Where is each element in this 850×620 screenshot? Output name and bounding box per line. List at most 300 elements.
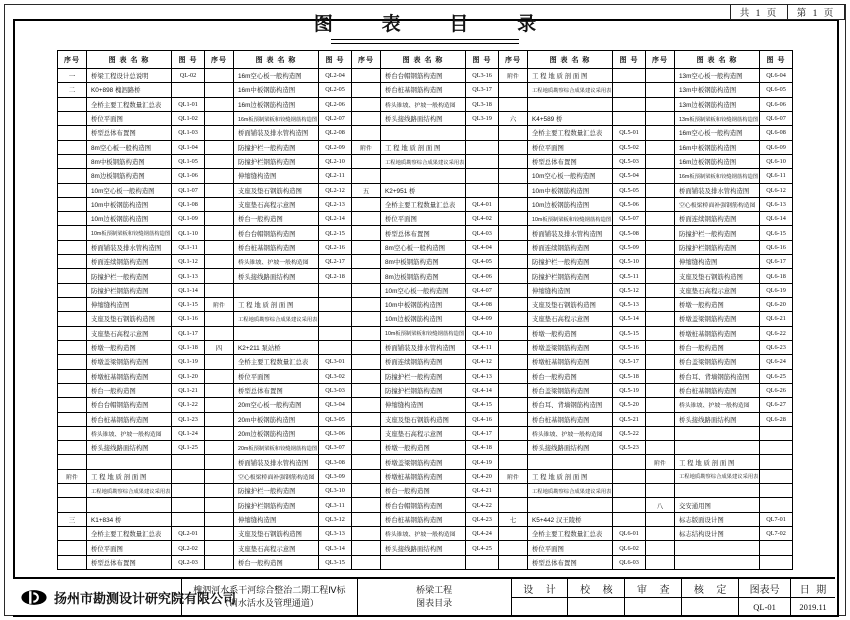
field-design-value (512, 598, 568, 615)
seq-cell (499, 484, 528, 498)
table-row (646, 427, 793, 441)
table-row (499, 212, 646, 226)
table-row (352, 355, 499, 369)
drawing-name (87, 455, 172, 469)
drawing-name: 桥头锥坡、护坡一般构造图 (675, 398, 760, 412)
drawing-no: QL1-18 (172, 341, 205, 355)
seq-cell (205, 413, 234, 427)
seq-cell (499, 155, 528, 169)
table-row (58, 284, 205, 298)
drawing-no: QL3-10 (319, 484, 352, 498)
no-header: 图 号 (760, 51, 793, 69)
table-row (205, 455, 352, 469)
table-row (58, 298, 205, 312)
drawing-name: 10m中板钢筋构造图 (87, 198, 172, 212)
field-check-label: 校 核 (568, 579, 624, 598)
table-row (352, 241, 499, 255)
seq-cell (352, 269, 381, 283)
table-row (499, 98, 646, 112)
drawing-no: QL6-06 (760, 98, 793, 112)
drawing-no: QL4-04 (466, 241, 499, 255)
name-header: 图 表 名 称 (381, 51, 466, 69)
drawing-no: QL1-11 (172, 241, 205, 255)
table-row (646, 155, 793, 169)
drawing-no: QL4-13 (466, 370, 499, 384)
seq-cell (646, 413, 675, 427)
drawing-no: QL2-10 (319, 155, 352, 169)
seq-cell: 七 (499, 513, 528, 527)
drawing-name (675, 556, 760, 570)
table-row (58, 112, 205, 126)
seq-cell: 六 (499, 112, 528, 126)
drawing-no: QL6-24 (760, 355, 793, 369)
table-row (646, 355, 793, 369)
seq-cell (646, 384, 675, 398)
chart-no-cell (739, 579, 791, 615)
table-row (205, 241, 352, 255)
seq-cell (205, 169, 234, 183)
drawing-no: QL3-19 (466, 112, 499, 126)
seq-cell (58, 427, 87, 441)
drawing-no: QL1-23 (172, 413, 205, 427)
table-row (352, 312, 499, 326)
table-row (58, 370, 205, 384)
drawing-name: 桥型总体布置图 (528, 155, 613, 169)
seq-cell (58, 112, 87, 126)
seq-cell (499, 398, 528, 412)
seq-cell (499, 284, 528, 298)
drawing-name: 伸缩缝构造图 (87, 298, 172, 312)
table-row (205, 255, 352, 269)
table-row (499, 269, 646, 283)
table-row (58, 384, 205, 398)
table-row (352, 370, 499, 384)
drawing-name: 伸缩缝构造图 (234, 513, 319, 527)
seq-cell (352, 484, 381, 498)
drawing-no: QL5-08 (613, 226, 646, 240)
drawing-no: QL6-17 (760, 255, 793, 269)
drawing-no: QL6-19 (760, 284, 793, 298)
seq-cell (352, 198, 381, 212)
drawing-name: 桥台耳、背墙钢筋构造图 (528, 398, 613, 412)
seq-cell (646, 541, 675, 555)
drawing-no: QL1-12 (172, 255, 205, 269)
drawing-no: QL2-16 (319, 241, 352, 255)
drawing-name: 支座垫石高程示意图 (528, 312, 613, 326)
drawing-name: 10m板预制梁板和铰缝钢筋构造图 (381, 327, 466, 341)
seq-cell (352, 513, 381, 527)
table-row (58, 312, 205, 326)
seq-cell (58, 212, 87, 226)
seq-cell (646, 169, 675, 183)
seq-cell (58, 184, 87, 198)
drawing-name: 桥台一般构造图 (234, 556, 319, 570)
drawing-name: 标志结构设计图 (675, 527, 760, 541)
table-row (58, 198, 205, 212)
table-row (646, 455, 793, 469)
drawing-name: 桥面铺装及排水管构造图 (381, 341, 466, 355)
drawing-no: QL5-01 (613, 126, 646, 140)
seq-cell (352, 169, 381, 183)
drawing-name: 支座垫石高程示意图 (675, 284, 760, 298)
seq-cell (646, 141, 675, 155)
drawing-name: 桥墩一般构造图 (675, 298, 760, 312)
drawing-name: 全桥主要工程数量汇总表 (87, 98, 172, 112)
table-row (205, 98, 352, 112)
drawing-name: 桥台台帽钢筋构造图 (87, 398, 172, 412)
table-row (205, 470, 352, 484)
table-row (646, 298, 793, 312)
table-row (58, 69, 205, 83)
drawing-no: QL6-16 (760, 241, 793, 255)
drawing-name: 桥面连续钢筋构造图 (528, 241, 613, 255)
drawing-name: 防撞护栏钢筋构造图 (381, 384, 466, 398)
drawing-name: 桥台盖梁钢筋构造图 (528, 384, 613, 398)
drawing-name: 桥头接线路面结构图 (381, 112, 466, 126)
sheet-title (0, 9, 850, 44)
drawing-name: 全桥主要工程数量汇总表 (528, 126, 613, 140)
table-row (352, 284, 499, 298)
drawing-no: QL3-05 (319, 413, 352, 427)
table-row (646, 327, 793, 341)
table-row (646, 384, 793, 398)
drawing-name: 桥台桩基钢筋构造图 (528, 413, 613, 427)
drawing-no: QL2-14 (319, 212, 352, 226)
drawing-no: QL5-16 (613, 341, 646, 355)
drawing-name: 10m中板钢筋构造图 (381, 298, 466, 312)
drawing-name: 10m中板钢筋构造图 (528, 184, 613, 198)
seq-cell (58, 327, 87, 341)
drawing-name: 伸缩缝构造图 (381, 398, 466, 412)
drawing-no: QL5-07 (613, 212, 646, 226)
table-row (205, 284, 352, 298)
table-row (352, 184, 499, 198)
drawing-name: 桥位平面图 (528, 141, 613, 155)
seq-cell (646, 355, 675, 369)
column-group-2 (205, 51, 352, 570)
seq-cell (58, 155, 87, 169)
drawing-no: QL6-09 (760, 141, 793, 155)
drawing-no: QL1-17 (172, 327, 205, 341)
seq-cell (205, 255, 234, 269)
table-row (646, 398, 793, 412)
drawing-no: QL6-14 (760, 212, 793, 226)
table-row (646, 141, 793, 155)
seq-cell (352, 384, 381, 398)
drawing-no: QL2-05 (319, 83, 352, 97)
seq-header: 序号 (205, 51, 234, 69)
table-row (646, 126, 793, 140)
drawing-no: QL2-06 (319, 98, 352, 112)
drawing-name: 工程地质勘察综合成果建议采用表 (87, 484, 172, 498)
seq-cell: 四 (205, 341, 234, 355)
drawing-no (760, 498, 793, 512)
column-group-1 (58, 51, 205, 570)
drawing-name (381, 556, 466, 570)
table-row (646, 112, 793, 126)
table-row (58, 226, 205, 240)
seq-cell (58, 413, 87, 427)
seq-cell (499, 312, 528, 326)
drawing-no: QL5-12 (613, 284, 646, 298)
drawing-name: 桥台耳、背墙钢筋构造图 (675, 370, 760, 384)
seq-cell (499, 327, 528, 341)
seq-cell (58, 98, 87, 112)
drawing-name: 工程地质勘察综合成果建议采用表 (381, 155, 466, 169)
table-row (646, 212, 793, 226)
drawing-no: QL4-22 (466, 498, 499, 512)
drawing-no: QL6-07 (760, 112, 793, 126)
drawing-name: 桥面连续钢筋构造图 (381, 355, 466, 369)
drawing-name: 8m中板钢筋构造图 (381, 255, 466, 269)
drawing-name: 工程地质勘察综合成果建议采用表 (528, 83, 613, 97)
table-row (352, 69, 499, 83)
table-row (499, 83, 646, 97)
drawing-name: 伸缩缝构造图 (675, 255, 760, 269)
table-row (352, 541, 499, 555)
seq-cell (646, 255, 675, 269)
table-row (58, 184, 205, 198)
drawing-no (172, 470, 205, 484)
drawing-name: 防撞护栏钢筋构造图 (675, 241, 760, 255)
seq-cell (352, 298, 381, 312)
drawing-no: QL1-22 (172, 398, 205, 412)
drawing-name: 16m板预制梁板和铰缝钢筋构造图 (675, 169, 760, 183)
seq-cell (499, 83, 528, 97)
drawing-name: 工 程 地 质 剖 面 图 (234, 298, 319, 312)
table-row (205, 513, 352, 527)
table-row (205, 441, 352, 455)
seq-cell (58, 398, 87, 412)
seq-cell (205, 513, 234, 527)
drawing-name: 桥墩桩基钢筋构造图 (675, 327, 760, 341)
drawing-no: QL5-15 (613, 327, 646, 341)
seq-cell (352, 112, 381, 126)
drawing-name: 桥型总体布置图 (87, 556, 172, 570)
seq-cell (646, 126, 675, 140)
drawing-name: 20m中板钢筋构造图 (234, 413, 319, 427)
table-row (499, 427, 646, 441)
seq-cell (205, 541, 234, 555)
table-row (205, 498, 352, 512)
drawing-no: QL3-14 (319, 541, 352, 555)
seq-cell (499, 556, 528, 570)
drawing-name: 10m边板钢筋构造图 (87, 212, 172, 226)
field-review (625, 579, 682, 615)
drawing-name: 10m板预制梁板和铰缝钢筋构造图 (87, 226, 172, 240)
drawing-name: 防撞护栏一般构造图 (87, 269, 172, 283)
drawing-no: QL5-04 (613, 169, 646, 183)
drawing-no: QL-02 (172, 69, 205, 83)
drawing-no: QL3-01 (319, 355, 352, 369)
project-line1: 槐泗河水系干河综合整治二期工程Ⅳ标 (193, 584, 346, 595)
drawing-name: 桥位平面图 (528, 541, 613, 555)
seq-cell (205, 470, 234, 484)
seq-cell (205, 198, 234, 212)
seq-cell (352, 341, 381, 355)
drawing-no (466, 141, 499, 155)
drawing-no (613, 112, 646, 126)
drawing-no (466, 169, 499, 183)
drawing-name: 桥头接线路面结构图 (87, 441, 172, 455)
drawing-name: 桥头接线路面结构图 (381, 541, 466, 555)
seq-cell (205, 241, 234, 255)
column-group-4 (499, 51, 646, 570)
seq-cell (352, 241, 381, 255)
drawing-name: 防撞护栏钢筋构造图 (87, 284, 172, 298)
drawing-name: 16m空心板一般构造图 (675, 126, 760, 140)
drawing-name (234, 284, 319, 298)
drawing-no: QL6-27 (760, 398, 793, 412)
table-row (58, 498, 205, 512)
drawing-name: K2+211 泵站桥 (234, 341, 319, 355)
drawing-no: QL5-10 (613, 255, 646, 269)
drawing-no: QL3-06 (319, 427, 352, 441)
seq-cell (499, 169, 528, 183)
seq-cell (499, 226, 528, 240)
table-row (646, 83, 793, 97)
drawing-name: 防撞护栏一般构造图 (234, 484, 319, 498)
drawing-name: 支座及垫石钢筋构造图 (234, 527, 319, 541)
drawing-name: 桥墩一般构造图 (528, 327, 613, 341)
drawing-name: 16m边板钢筋构造图 (675, 155, 760, 169)
table-row (352, 298, 499, 312)
chart-no-label: 图表号 (739, 579, 790, 598)
table-row (499, 312, 646, 326)
seq-cell (205, 284, 234, 298)
drawing-no (172, 484, 205, 498)
table-row (205, 226, 352, 240)
drawing-no (613, 498, 646, 512)
drawing-name: 10m边板钢筋构造图 (528, 198, 613, 212)
page-meta (730, 4, 845, 20)
table-row (58, 155, 205, 169)
drawing-name: 16m空心板一般构造图 (234, 69, 319, 83)
drawing-name: 防撞护栏钢筋构造图 (528, 269, 613, 283)
table-row (205, 556, 352, 570)
table-row (352, 155, 499, 169)
table-row (205, 370, 352, 384)
table-row (352, 470, 499, 484)
drawing-name: 16m中板钢筋构造图 (234, 83, 319, 97)
drawing-name: 20m空心板一般构造图 (234, 398, 319, 412)
table-row (205, 484, 352, 498)
seq-cell (499, 527, 528, 541)
seq-cell (499, 269, 528, 283)
seq-cell (646, 298, 675, 312)
drawing-name (675, 427, 760, 441)
drawing-name: 支座及垫石钢筋构造图 (381, 413, 466, 427)
field-design (512, 579, 569, 615)
drawing-name: K4+589 桥 (528, 112, 613, 126)
drawing-no: QL1-05 (172, 155, 205, 169)
drawing-no: QL3-02 (319, 370, 352, 384)
table-row (205, 155, 352, 169)
seq-cell (499, 384, 528, 398)
table-row (646, 255, 793, 269)
drawing-no (319, 298, 352, 312)
drawing-no: QL2-03 (172, 556, 205, 570)
table-row (646, 413, 793, 427)
drawing-name: 支座及垫石钢筋构造图 (234, 184, 319, 198)
table-row (499, 69, 646, 83)
seq-cell (58, 198, 87, 212)
drawing-no: QL1-04 (172, 141, 205, 155)
drawing-no: QL1-21 (172, 384, 205, 398)
table-row (58, 355, 205, 369)
table-row (58, 98, 205, 112)
drawing-name: K1+834 桥 (87, 513, 172, 527)
table-row (499, 341, 646, 355)
table-row (499, 226, 646, 240)
seq-cell (646, 327, 675, 341)
table-row (58, 269, 205, 283)
drawing-no (172, 498, 205, 512)
table-row (205, 198, 352, 212)
drawing-name: 工 程 地 质 剖 面 图 (381, 141, 466, 155)
table-row (646, 341, 793, 355)
drawing-no: QL3-18 (466, 98, 499, 112)
table-row (205, 527, 352, 541)
seq-cell (352, 470, 381, 484)
seq-cell (352, 98, 381, 112)
drawing-name: 桥头锥坡、护坡一般构造图 (381, 98, 466, 112)
table-row (205, 126, 352, 140)
table-row (58, 541, 205, 555)
drawing-name: 桥梁工程设计总说明 (87, 69, 172, 83)
seq-cell (499, 212, 528, 226)
drawing-name: 桥台桩基钢筋构造图 (381, 83, 466, 97)
drawing-name: 桥台台帽钢筋构造图 (234, 226, 319, 240)
no-header: 图 号 (613, 51, 646, 69)
drawing-no: QL5-05 (613, 184, 646, 198)
drawing-name: 桥型总体布置图 (381, 226, 466, 240)
drawing-name: 桥头锥坡、护坡一般构造图 (234, 255, 319, 269)
table-row (205, 413, 352, 427)
drawing-no: QL4-08 (466, 298, 499, 312)
seq-cell (352, 126, 381, 140)
drawing-no (760, 470, 793, 484)
drawing-name: K5+442 汉王陵桥 (528, 513, 613, 527)
table-row (646, 69, 793, 83)
table-row (352, 327, 499, 341)
seq-cell (205, 455, 234, 469)
seq-cell (352, 212, 381, 226)
drawing-no (760, 541, 793, 555)
drawing-no: QL2-17 (319, 255, 352, 269)
drawing-name: 空心板梁桥面补强钢筋构造图 (675, 198, 760, 212)
seq-cell: 三 (58, 513, 87, 527)
seq-cell (205, 498, 234, 512)
table-row (352, 269, 499, 283)
drawing-no: QL2-15 (319, 226, 352, 240)
seq-cell (205, 212, 234, 226)
no-header: 图 号 (319, 51, 352, 69)
project-name-cell (182, 579, 358, 615)
table-row (352, 413, 499, 427)
table-row (205, 184, 352, 198)
seq-cell (58, 269, 87, 283)
table-row (205, 427, 352, 441)
drawing-no: QL5-06 (613, 198, 646, 212)
drawing-no: QL4-07 (466, 284, 499, 298)
table-row (499, 327, 646, 341)
field-review-label: 审 查 (625, 579, 681, 598)
table-row (646, 198, 793, 212)
field-check (568, 579, 625, 615)
table-row (58, 83, 205, 97)
seq-cell (58, 341, 87, 355)
